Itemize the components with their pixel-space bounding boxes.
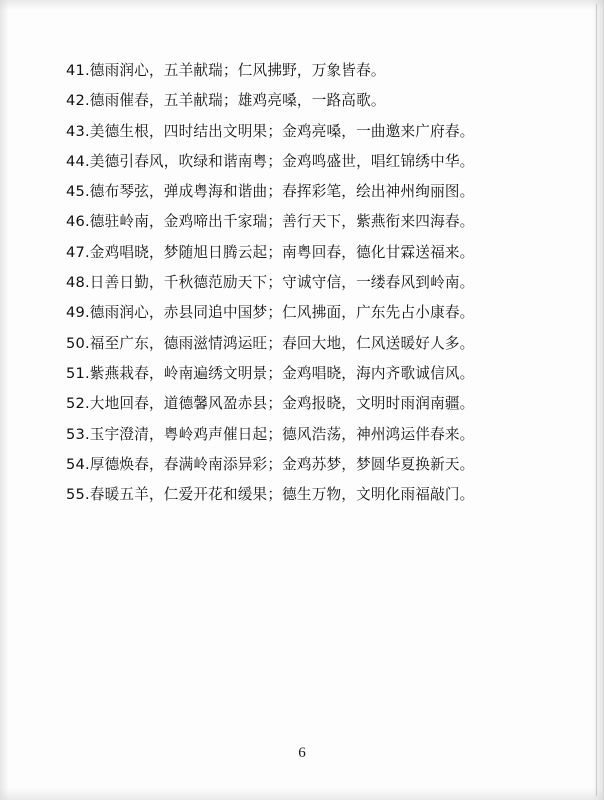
couplet-list — [66, 56, 536, 510]
list-item: 41.德雨润心，五羊献瑞；仁风拂野，万象皆春。 — [66, 62, 386, 79]
list-item: 44.美德引春风，吹绿和谐南粤；金鸡鸣盛世，唱红锦绣中华。 — [66, 152, 475, 170]
list-item: 50.福至广东，德雨滋情鸿运旺；春回大地，仁风送暖好人多。 — [66, 334, 475, 352]
list-item: 45.德布琴弦，弹成粤海和谐曲；春挥彩笔，绘出神州绚丽图。 — [66, 183, 475, 201]
scan-edge-bottom — [0, 788, 604, 800]
list-item: 52.大地回春，道德馨风盈赤县；金鸡报晓，文明时雨润南疆。 — [66, 395, 475, 413]
list-item: 49.德雨润心，赤县同追中国梦；仁风拂面，广东先占小康春。 — [66, 304, 475, 322]
list-item: 48.日善日勤，千秋德范励天下；守诚守信，一缕春风到岭南。 — [66, 274, 475, 292]
scan-edge-top — [0, 0, 604, 10]
list-item: 42.德雨催春，五羊献瑞；雄鸡亮嗓，一路高歌。 — [66, 92, 386, 110]
list-item: 54.厚德焕春，春满岭南添异彩；金鸡苏梦，梦圆华夏换新天。 — [66, 455, 475, 473]
page-border-line — [596, 4, 597, 796]
list-item: 46.德驻岭南，金鸡啼出千家瑞；善行天下，紫燕衔来四海春。 — [66, 213, 475, 231]
list-item: 43.美德生根，四时结出文明果；金鸡亮嗓，一曲邀来广府春。 — [66, 122, 475, 140]
list-item: 51.紫燕栽春，岭南遍绣文明景；金鸡唱晓，海内齐歌诚信风。 — [66, 364, 475, 382]
list-item: 47.金鸡唱晓，梦随旭日腾云起；南粤回春，德化甘霖送福来。 — [66, 243, 475, 261]
scan-edge-left — [0, 0, 9, 800]
list-item: 55.春暖五羊，仁爱开花和缓果；德生万物，文明化雨福敲门。 — [66, 486, 475, 504]
page-number: 6 — [298, 745, 306, 761]
list-item: 53.玉宇澄清，粤岭鸡声催日起；德风浩荡，神州鸿运伴春来。 — [66, 425, 475, 443]
